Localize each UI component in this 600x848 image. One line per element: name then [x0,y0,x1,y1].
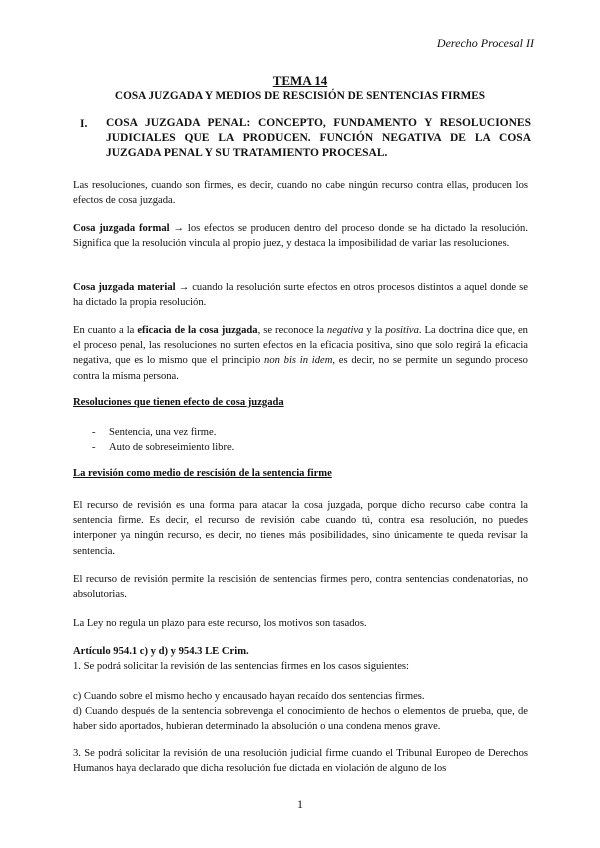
term-negativa: negativa [326,325,364,336]
paragraph-eficacia [73,323,528,384]
article-item-d: d) Cuando después de la sentencia sobrevenga el conocimiento de hechos o elementos de prueba, que, de haber sido aportados, hubieran determinado la absolución o una condena menos grave. [73,706,528,733]
paragraph-intro: Las resoluciones, cuando son firmes, es decir, cuando no cabe ningún recurso contra ellas, producen los efectos de cosa juzgada. [73,180,528,207]
paragraph-revision-2: El recurso de revisión permite la rescisión de sentencias firmes pero, contra sentencias condenatorias, no absolutorias. [73,574,528,601]
list-item: - Auto de sobreseimiento libre. [92,440,234,455]
text-span: . La doctrina dice que, en el proceso penal, las resoluciones no surten efectos en la eficacia positiva, sino que solo regirá la eficacia negativa, que es lo mismo que el principio [73,325,528,367]
article-item-1: 1. Se podrá solicitar la revisión de las sentencias firmes en los casos siguientes: [73,661,409,672]
term-non-bis-in-idem: non bis in idem [264,355,333,367]
article-item-c: c) Cuando sobre el mismo hecho y encausado hayan recaído dos sentencias firmes. [73,691,425,702]
text-span: En cuanto a la [73,325,138,336]
term-material: Cosa juzgada material [73,282,176,293]
section-title: COSA JUZGADA PENAL: CONCEPTO, FUNDAMENTO Y RESOLUCIONES JUDICIALES QUE LA PRODUCEN. FUNCIÓN NEGATIVA DE LA COSA JUZGADA PENAL Y SU TRATAMIENTO PROCESAL. [106,117,531,159]
list-item-text: Auto de sobreseimiento libre. [109,442,235,454]
text-material: → cuando la resolución surte efectos en otros procesos distintos a aquel donde se ha dictado la propia resolución. [73,282,528,309]
term-positiva: positiva [385,325,419,336]
term-eficacia: eficacia de la cosa juzgada [137,325,258,336]
page-number: 1 [297,797,303,811]
text-span: y la [363,325,386,336]
paragraph-revision-1: El recurso de revisión es una forma para atacar la cosa juzgada, porque dicho recurso cabe contra la sentencia firme. Es decir, el recurso de revisión cabe cuando tú, contra esa resolución, no puedes interponer ya ningún recurso, es decir, no tienes más posibilidades, sino únicamente te queda revisar la sentencia. [73,500,528,557]
heading-resoluciones: Resoluciones que tienen efecto de cosa juzgada [73,397,284,408]
term-formal: Cosa juzgada formal [73,223,170,234]
heading-revision: La revisión como medio de rescisión de la sentencia firme [73,468,332,479]
paragraph-cosa-juzgada-material [73,280,528,310]
text-span: , es decir, no se permite un segundo proceso contra la misma persona. [73,355,528,382]
article-item-3: 3. Se podrá solicitar la revisión de una resolución judicial firme cuando el Tribunal Europeo de Derechos Humanos haya declarado que dicha resolución fue dictada en violación de alguno de los [73,748,528,775]
article-heading: Artículo 954.1 c) y d) y 954.3 LE Crim. [73,646,249,657]
running-header: Derecho Procesal II [436,36,534,50]
text-span: , se reconoce la [257,325,327,336]
paragraph-cosa-juzgada-formal [73,221,528,251]
list-item: - Sentencia, una vez firme. [92,425,234,440]
section-number: I. [80,118,88,130]
tema-title: COSA JUZGADA Y MEDIOS DE RESCISIÓN DE SENTENCIAS FIRMES [114,90,486,102]
list-item-text: Sentencia, una vez firme. [109,427,217,438]
text-formal: → los efectos se producen dentro del proceso donde se ha dictado la resolución. Significa que la resolución vincula al propio juez, y destaca la imposibilidad de variar las resoluciones. [73,223,528,250]
resoluciones-list [92,425,234,455]
paragraph-revision-3: La Ley no regula un plazo para este recurso, los motivos son tasados. [73,618,367,629]
tema-number: TEMA 14 [272,73,328,88]
